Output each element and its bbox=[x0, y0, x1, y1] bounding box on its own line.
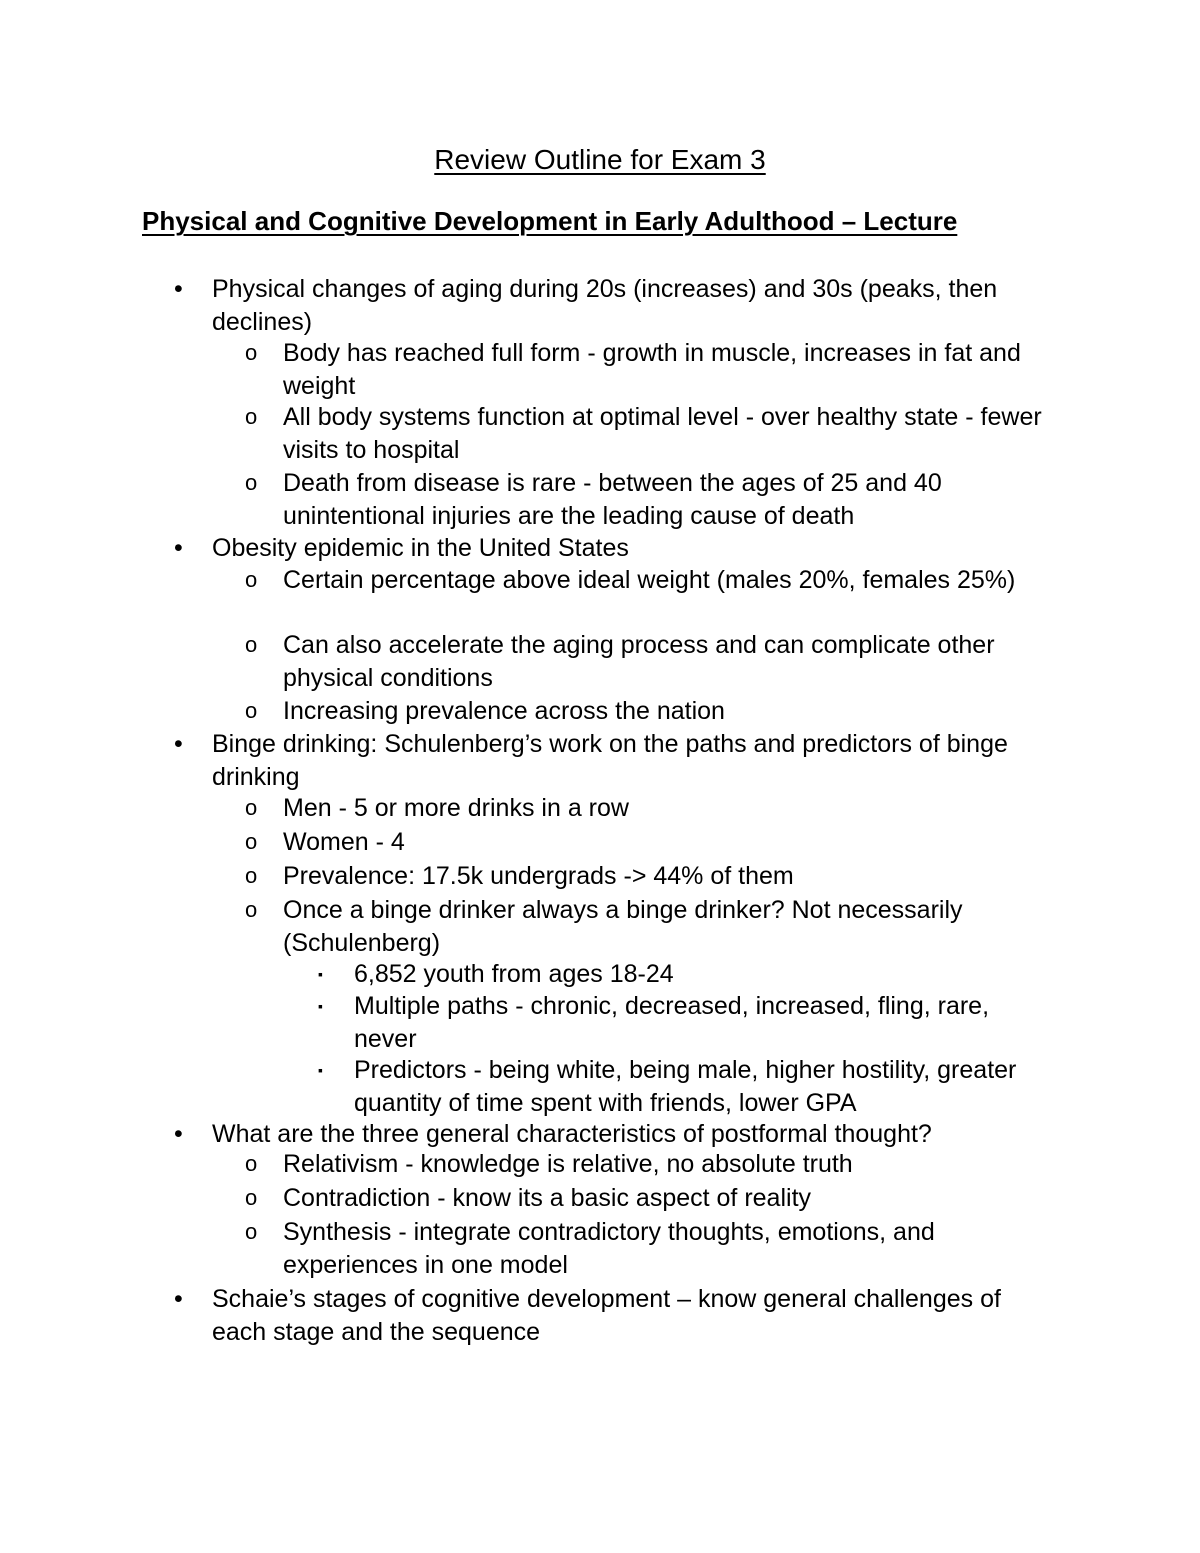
outline-item-level1: Obesity epidemic in the United States bbox=[212, 534, 629, 562]
outline-item-level2: Death from disease is rare - between the ages of 25 and 40 unintentional injuries are the leading cause of death bbox=[283, 469, 942, 530]
bullet-marker-level1: • bbox=[174, 275, 183, 303]
outline-item-level1: Binge drinking: Schulenberg’s work on the paths and predictors of binge drinking bbox=[212, 730, 1008, 791]
outline-item-level2: Synthesis - integrate contradictory thoughts, emotions, and experiences in one model bbox=[283, 1218, 935, 1279]
bullet-marker-level2: o bbox=[245, 632, 258, 657]
bullet-marker-level1: • bbox=[174, 1285, 183, 1313]
bullet-marker-level2: o bbox=[245, 897, 258, 922]
bullet-marker-level2: o bbox=[245, 698, 258, 723]
bullet-marker-level3: ▪ bbox=[318, 998, 323, 1014]
bullet-marker-level1: • bbox=[174, 730, 183, 758]
bullet-marker-level1: • bbox=[174, 1120, 183, 1148]
outline-item-level2: Increasing prevalence across the nation bbox=[283, 697, 725, 725]
outline-item-level3: Predictors - being white, being male, higher hostility, greater quantity of time spent with friends, lower GPA bbox=[354, 1056, 1017, 1117]
bullet-marker-level2: o bbox=[245, 1219, 258, 1244]
bullet-marker-level2: o bbox=[245, 863, 258, 888]
outline-item-level2: Certain percentage above ideal weight (males 20%, females 25%) bbox=[283, 566, 1016, 594]
outline-item-level3: Multiple paths - chronic, decreased, increased, fling, rare, never bbox=[354, 992, 990, 1053]
bullet-marker-level2: o bbox=[245, 470, 258, 495]
outline-item-level2: Men - 5 or more drinks in a row bbox=[283, 794, 629, 822]
bullet-marker-level2: o bbox=[245, 829, 258, 854]
bullet-marker-level3: ▪ bbox=[318, 966, 323, 982]
outline-item-level2: Relativism - knowledge is relative, no absolute truth bbox=[283, 1150, 853, 1178]
outline-item-level2: Body has reached full form - growth in muscle, increases in fat and weight bbox=[283, 339, 1021, 400]
bullet-marker-level2: o bbox=[245, 1151, 258, 1176]
bullet-marker-level3: ▪ bbox=[318, 1062, 323, 1078]
bullet-marker-level2: o bbox=[245, 340, 258, 365]
outline-item-level2: All body systems function at optimal level - over healthy state - fewer visits to hospital bbox=[283, 403, 1042, 464]
outline-item-level2: Can also accelerate the aging process and can complicate other physical conditions bbox=[283, 631, 995, 692]
bullet-marker-level2: o bbox=[245, 404, 258, 429]
bullet-marker-level2: o bbox=[245, 567, 258, 592]
outline-item-level1: Schaie’s stages of cognitive development – know general challenges of each stage and the sequence bbox=[212, 1285, 1001, 1346]
outline-item-level2: Prevalence: 17.5k undergrads -> 44% of them bbox=[283, 862, 794, 890]
bullet-marker-level2: o bbox=[245, 1185, 258, 1210]
document-title: Review Outline for Exam 3 bbox=[434, 144, 766, 175]
bullet-marker-level2: o bbox=[245, 795, 258, 820]
outline-item-level2: Women - 4 bbox=[283, 828, 405, 856]
outline-item-level3: 6,852 youth from ages 18-24 bbox=[354, 960, 674, 988]
bullet-marker-level1: • bbox=[174, 534, 183, 562]
outline-item-level1: What are the three general characteristics of postformal thought? bbox=[212, 1120, 932, 1148]
outline-item-level2: Contradiction - know its a basic aspect of reality bbox=[283, 1184, 812, 1212]
outline-item-level1: Physical changes of aging during 20s (increases) and 30s (peaks, then declines) bbox=[212, 275, 998, 336]
outline-item-level2: Once a binge drinker always a binge drinker? Not necessarily (Schulenberg) bbox=[283, 896, 963, 957]
section-heading: Physical and Cognitive Development in Early Adulthood – Lecture bbox=[142, 206, 958, 236]
